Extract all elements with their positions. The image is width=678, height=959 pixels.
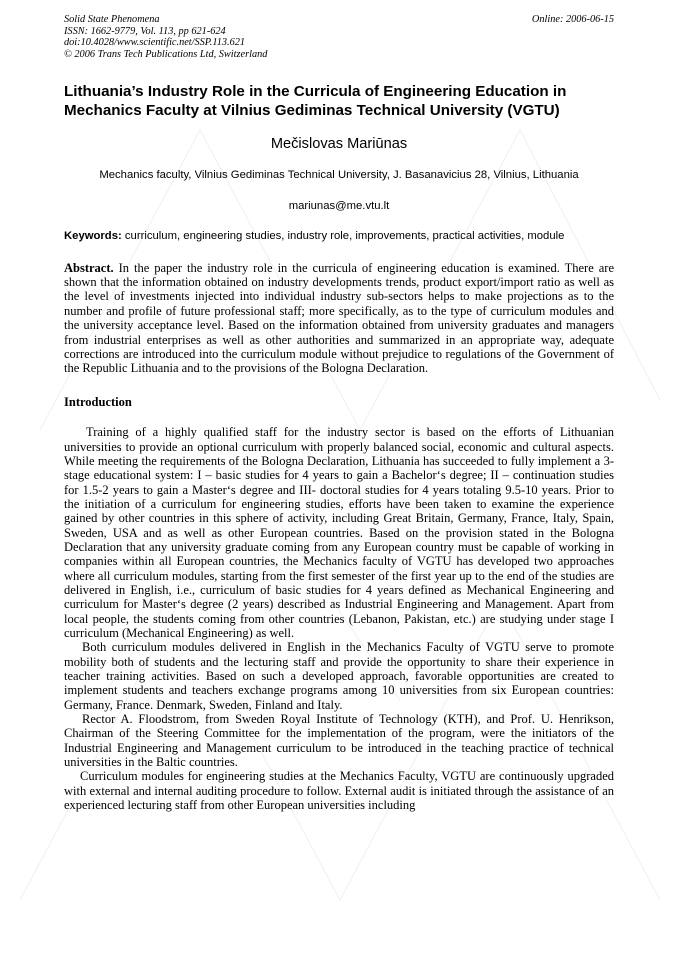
online-date: Online: 2006-06-15 <box>531 14 614 25</box>
journal-name: Solid State Phenomena <box>64 14 160 25</box>
body-paragraph: Training of a highly qualified staff for the industry sector is based on the efforts of Lithuanian universities to provide an optional curriculum with properly balanced social, economic and cultural aspects. While meeting the requirements of the Bologna Declaration, Lithuania has succeeded to fully implement a 3-stage educational system: I – basic studies for 4 years to gain a Bachelor‘s degree; II – continuation studies for 1.5-2 years to gain a Master‘s degree and III- doctoral studies for 4 years totaling 9.5-10 years. Prior to the initiation of a curriculum for engineering studies, efforts have been taken to examine the experience gained by other countries in this sphere of activity, including Great Britain, Germany, France, Italy, Spain, Sweden, USA and as well as other European countries. Based on the provision stated in the Bologna Declaration that any university graduate coming from any European country must be capable of working in companies within all European countries, the Mechanics faculty of VGTU has developed two approaches where all curriculum modules, starting from the first semester of the first year up to the end of the studies are delivered in English, i.e., curriculum of basic studies for 4 years defined as Mechanical Engineering and curriculum for Master‘s degree (2 years) described as Industrial Engineering and Management. Apart from local people, the students coming from other countries (Lebanon, Pakistan, etc.) are studying under stage I curriculum (Mechanical Engineering) as well. <box>64 425 614 640</box>
abstract-label: Abstract. <box>64 260 114 275</box>
paper-title <box>64 82 614 120</box>
abstract-text: In the paper the industry role in the curricula of engineering education is examined. There are shown that the information obtained on industry developments trends, product export/import ratio as well as the level of investments injected into individual industry sub-sectors helps to make projections as to the number and profile of future professional staff; more specifically, as to the type of curriculum modules and the university acceptance level. Based on the information obtained from university graduates and managers from industrial enterprises as well as other authorities and summarized in an appropriate way, adequate corrections are introduced into the curriculum module without prejudice to regulations of the Government of the Republic Lithuania and to the provisions of the Bologna Declaration. <box>64 260 614 376</box>
title-line-1: Lithuania’s Industry Role in the Curricula of Engineering Education in <box>64 83 567 100</box>
author-affiliation: Mechanics faculty, Vilnius Gediminas Technical University, J. Basanavicius 28, Vilnius, Lithuania <box>99 169 579 181</box>
journal-doi: doi:10.4028/www.scientific.net/SSP.113.621 <box>64 37 246 48</box>
section-heading-introduction: Introduction <box>64 394 132 409</box>
keywords <box>64 229 614 244</box>
journal-info <box>64 14 267 60</box>
title-line-2: Mechanics Faculty at Vilnius Gediminas Technical University (VGTU) <box>64 102 560 119</box>
keywords-text: curriculum, engineering studies, industry role, improvements, practical activities, module <box>121 230 565 242</box>
author-name: Mečislovas Mariūnas <box>270 136 408 152</box>
introduction-body <box>64 425 614 812</box>
journal-copyright: © 2006 Trans Tech Publications Ltd, Switzerland <box>64 48 268 60</box>
body-paragraph: Curriculum modules for engineering studies at the Mechanics Faculty, VGTU are continuously upgraded with external and internal auditing procedure to follow. External audit is initiated through the assistance of an experienced lecturing staff from other European universities including <box>64 769 614 813</box>
body-paragraph: Both curriculum modules delivered in English in the Mechanics Faculty of VGTU serve to promote mobility both of students and the lecturing staff and provide the opportunity to share their experience in teacher training activities. Based on such a developed approach, favorable opportunities are created to implement students and teachers exchange programs among 10 universities from six European countries: Germany, France. Denmark, Sweden, Finland and Italy. <box>64 640 614 712</box>
author-email: mariunas@me.vtu.lt <box>288 200 390 212</box>
journal-header <box>64 14 614 60</box>
journal-issn: ISSN: 1662-9779, Vol. 113, pp 621-624 <box>64 25 226 37</box>
keywords-label: Keywords: <box>64 230 122 242</box>
abstract <box>64 261 614 376</box>
body-paragraph: Rector A. Floodstrom, from Sweden Royal Institute of Technology (KTH), and Prof. U. Henrikson, Chairman of the Steering Committee for the implementation of the program, were the initiators of the Industrial Engineering and Management curriculum to be introduced in the teaching practice of technical universities in the Baltic countries. <box>64 712 614 770</box>
